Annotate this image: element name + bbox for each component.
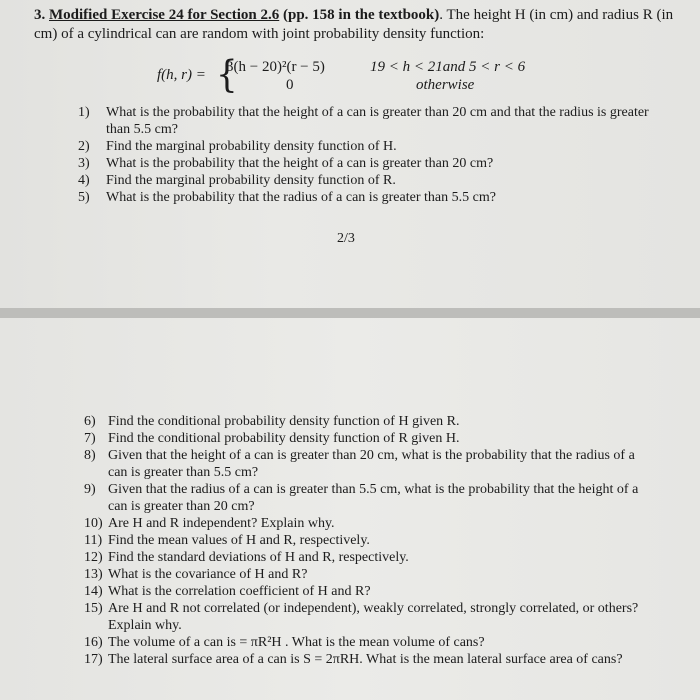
- question-number: 15): [84, 601, 103, 616]
- question-text: What is the correlation coefficient of H and R?: [108, 584, 371, 599]
- formula-case2-cond: otherwise: [416, 77, 475, 93]
- question-text: What is the probability that the height of a can is greater than 20 cm and that the radius is greater than 5.5 cm?: [106, 105, 649, 137]
- question-number: 9): [84, 482, 96, 497]
- left-brace-icon: {: [216, 53, 238, 97]
- question-number: 5): [78, 190, 90, 205]
- question-text: What is the probability that the height of a can is greater than 20 cm?: [106, 156, 494, 171]
- question-item: [84, 515, 654, 532]
- question-number: 4): [78, 173, 90, 188]
- question-item: [84, 413, 654, 430]
- question-text: Find the marginal probability density function of R.: [106, 173, 396, 188]
- question-item: [84, 600, 654, 634]
- formula-case1-cond: 19 < h < 21and 5 < r < 6: [370, 59, 526, 75]
- exercise-source: (pp. 158 in the textbook): [283, 7, 440, 23]
- question-item: [84, 583, 654, 600]
- question-number: 2): [78, 139, 90, 154]
- question-text: Find the conditional probability density function of R given H.: [108, 431, 460, 446]
- page-gap: [0, 308, 700, 318]
- exercise-heading: [34, 6, 674, 44]
- formula-lhs: f(h, r) =: [157, 67, 206, 83]
- exercise-intro-line2: radius R (in cm) of a cylindrical can are random with joint probability density function:: [34, 7, 674, 42]
- question-item: [84, 634, 654, 651]
- question-item: [84, 651, 654, 668]
- question-text: The volume of a can is = πR²H . What is the mean volume of cans?: [108, 635, 485, 650]
- exercise-intro-rest: . The height H (in cm) and: [439, 7, 599, 23]
- exercise-number: 3.: [34, 7, 46, 23]
- question-number: 12): [84, 550, 103, 565]
- exercise-title: Modified Exercise 24 for Section 2.6: [49, 7, 280, 23]
- question-text: Find the mean values of H and R, respectively.: [108, 533, 370, 548]
- question-item: [78, 172, 660, 189]
- question-number: 3): [78, 156, 90, 171]
- question-text: Find the conditional probability density function of H given R.: [108, 414, 460, 429]
- question-item: [84, 532, 654, 549]
- question-item: [84, 566, 654, 583]
- question-text: The lateral surface area of a can is S = 2πRH. What is the mean lateral surface area of cans?: [108, 652, 623, 667]
- question-number: 16): [84, 635, 103, 650]
- question-item: [84, 430, 654, 447]
- question-item: [84, 549, 654, 566]
- question-item: [84, 481, 654, 515]
- question-number: 13): [84, 567, 103, 582]
- question-item: [78, 155, 660, 172]
- question-list-part1: [78, 104, 660, 206]
- question-item: [78, 138, 660, 155]
- question-number: 10): [84, 516, 103, 531]
- question-list-part2: [84, 413, 654, 668]
- question-item: [78, 104, 660, 138]
- formula-case2-expr: 0: [286, 77, 294, 93]
- question-number: 6): [84, 414, 96, 429]
- question-text: Find the standard deviations of H and R, respectively.: [108, 550, 409, 565]
- page-number: 2/3: [337, 231, 355, 246]
- question-text: Are H and R not correlated (or independent), weakly correlated, strongly correlated, or others? Explain why.: [108, 601, 639, 633]
- joint-pdf-formula: [0, 53, 700, 98]
- question-number: 11): [84, 533, 103, 548]
- formula-case1-expr: 3(h − 20)²(r − 5): [226, 59, 325, 75]
- question-item: [78, 189, 660, 206]
- question-text: What is the probability that the radius of a can is greater than 5.5 cm?: [106, 190, 496, 205]
- question-item: [84, 447, 654, 481]
- question-text: Given that the height of a can is greater than 20 cm, what is the probability that the radius of a can is greater than 5.5 cm?: [108, 448, 635, 480]
- question-text: What is the covariance of H and R?: [108, 567, 308, 582]
- question-text: Given that the radius of a can is greater than 5.5 cm, what is the probability that the height of a can is greater than 20 cm?: [108, 482, 639, 514]
- question-text: Find the marginal probability density function of H.: [106, 139, 397, 154]
- question-text: Are H and R independent? Explain why.: [108, 516, 335, 531]
- question-number: 1): [78, 105, 90, 120]
- question-number: 17): [84, 652, 103, 667]
- question-number: 8): [84, 448, 96, 463]
- question-number: 7): [84, 431, 96, 446]
- question-number: 14): [84, 584, 103, 599]
